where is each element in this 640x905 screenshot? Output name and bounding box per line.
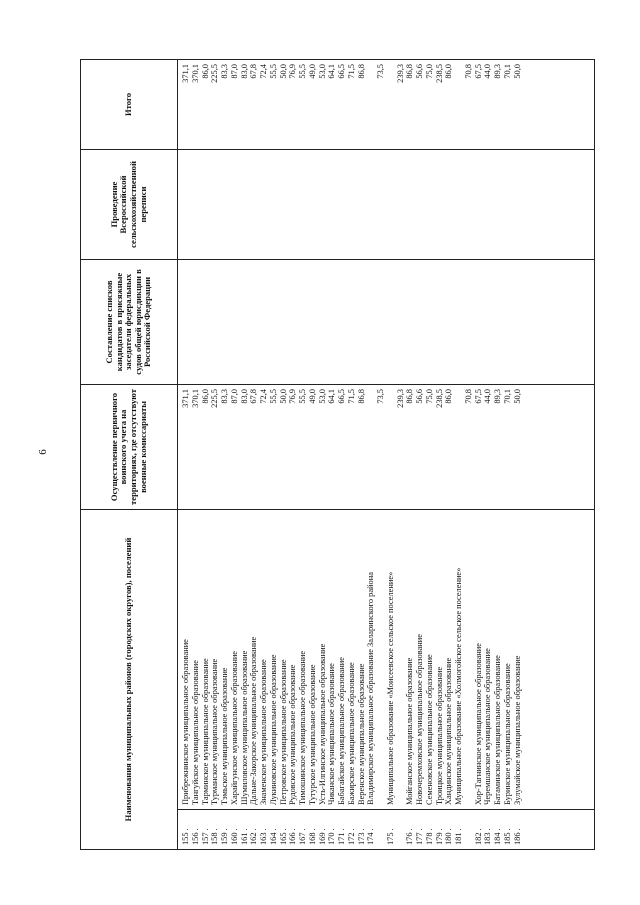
- row-value-military: 87,0: [229, 389, 239, 404]
- row-spacer: [454, 389, 464, 505]
- row-name: Бабагайское муниципальное образование: [337, 657, 346, 805]
- row-value-total: 225,5: [210, 64, 220, 83]
- data-table: [80, 59, 595, 850]
- row-value-total: 67,8: [249, 64, 259, 79]
- row-value-total: 238,5: [434, 64, 444, 83]
- row-spacer: [396, 514, 406, 805]
- row-value-total: 56,6: [415, 64, 424, 79]
- row-number: 162 .: [249, 828, 259, 845]
- row-value-military: 370,1: [190, 389, 200, 408]
- row-name: Владимирское муниципальное образование Заларинского района: [366, 572, 376, 805]
- row-value-military: 56,6: [415, 389, 424, 404]
- row-number: 157 .: [200, 828, 210, 845]
- row-number: 184 .: [493, 828, 502, 845]
- row-name: Зулумайское муниципальное образование: [512, 655, 522, 805]
- row-name: Хор-Тагнинское муниципальное образование: [473, 643, 483, 805]
- row-spacer: [464, 814, 474, 845]
- row-number: 181 .: [454, 828, 463, 845]
- row-number: 166 .: [288, 828, 298, 845]
- row-value-military: 86,0: [200, 389, 210, 404]
- row-value-military: 70,8: [463, 389, 473, 404]
- row-value-military: 225,5: [210, 389, 220, 408]
- row-number: 171 .: [337, 828, 346, 845]
- row-number: 177 .: [415, 828, 424, 845]
- row-number: 158 .: [210, 828, 220, 845]
- row-spacer: [454, 64, 464, 145]
- rotated-table-wrapper: [80, 60, 595, 850]
- row-value-military: 76,9: [288, 389, 298, 404]
- row-name: Тэмьское муниципальное образование: [220, 667, 229, 805]
- row-name: Веренское муниципальное образование: [356, 663, 366, 805]
- row-name: Новочеремховское муниципальное образование: [415, 634, 424, 805]
- row-number: 186 .: [512, 828, 522, 845]
- row-name: Харайгунское муниципальное образование: [229, 650, 239, 805]
- row-name: Семеновское муниципальное образование: [424, 654, 434, 805]
- row-name: Бажирское муниципальное образование: [346, 662, 356, 805]
- row-value-total: 89,3: [493, 64, 502, 79]
- row-spacer: [376, 814, 386, 845]
- row-value-total: 239,3: [395, 64, 405, 83]
- row-number: 160 .: [229, 828, 239, 845]
- row-value-military: 83,0: [239, 389, 249, 404]
- row-name: Тимошинское муниципальное образование: [298, 650, 307, 805]
- row-value-military: 89,3: [493, 389, 502, 404]
- row-number: 172 .: [346, 828, 356, 845]
- row-value-military: 72,4: [259, 389, 268, 404]
- row-value-military: 70,1: [502, 389, 512, 404]
- row-value-total: 86,0: [200, 64, 210, 79]
- row-value-total: 67,5: [473, 64, 483, 79]
- row-value-total: 64,1: [327, 64, 337, 79]
- row-number: 178 .: [424, 828, 434, 845]
- row-spacer: [376, 514, 386, 805]
- page-number: 6: [36, 449, 49, 455]
- row-value-total: 50,0: [278, 64, 288, 79]
- row-name: Черемшанское муниципальное образование: [483, 648, 493, 805]
- row-name: Чиканское муниципальное образование: [327, 663, 337, 805]
- header-military-registration: Осуществление первичного воинского учета на территориях, где отсутствуют военные комиссариаты: [81, 385, 178, 510]
- table-body-row: [178, 60, 595, 850]
- row-name: Шумиловское муниципальное образование: [239, 650, 249, 805]
- row-name: Знаменское муниципальное образование: [259, 659, 268, 805]
- row-value-total: 87,0: [229, 64, 239, 79]
- row-name: Хандинское муниципальное образование: [444, 657, 454, 805]
- row-value-total: 86,0: [444, 64, 454, 79]
- row-name: Лукиновское муниципальное образование: [268, 654, 278, 805]
- header-total: Итого: [81, 60, 178, 150]
- row-name: Тутурское муниципальное образование: [307, 664, 317, 805]
- row-value-total: 83,0: [239, 64, 249, 79]
- row-name: Турманское муниципальное образование: [210, 658, 220, 805]
- row-value-military: 53,0: [317, 389, 327, 404]
- row-value-total: 55,5: [268, 64, 278, 79]
- row-number: 175 .: [385, 828, 395, 845]
- row-value-military: 64,1: [327, 389, 337, 404]
- total-values-column: [178, 60, 595, 150]
- row-value-total: 70,1: [502, 64, 512, 79]
- row-names-column: [178, 510, 595, 810]
- row-name: Буринское муниципальное образование: [502, 663, 512, 805]
- row-number: 174 .: [366, 828, 376, 845]
- table-header-row: [81, 60, 178, 850]
- row-spacer: [366, 64, 376, 145]
- row-spacer: [396, 814, 406, 845]
- row-value-military: 55,5: [298, 389, 307, 404]
- row-value-military: 86,8: [405, 389, 415, 404]
- row-number: 179 .: [434, 828, 444, 845]
- row-value-total: 72,4: [259, 64, 268, 79]
- row-spacer: [366, 389, 376, 505]
- row-name: Муниципальное образование «Холмогойское сельское поселение»: [454, 567, 463, 805]
- row-number: 185 .: [502, 828, 512, 845]
- row-value-total: 86,8: [356, 64, 366, 79]
- row-value-total: 75,0: [424, 64, 434, 79]
- row-name: Батаминское муниципальное образование: [493, 655, 502, 805]
- row-value-total: 371,1: [181, 64, 190, 83]
- row-value-military: 44,0: [483, 389, 493, 404]
- row-numbers-column: [178, 810, 595, 850]
- row-number: 183 .: [483, 828, 493, 845]
- row-value-military: 50,0: [278, 389, 288, 404]
- row-number: 167 .: [298, 828, 307, 845]
- row-value-military: 49,0: [307, 389, 317, 404]
- row-spacer: [386, 389, 396, 505]
- row-value-total: 73,5: [376, 64, 385, 79]
- row-name: Петровское муниципальное образование: [278, 659, 288, 805]
- row-value-military: 66,5: [337, 389, 346, 404]
- military-values-column: [178, 385, 595, 510]
- row-name: Прибрежнинское муниципальное образование: [181, 639, 190, 805]
- row-number: 180 .: [444, 828, 454, 845]
- row-value-total: 76,9: [288, 64, 298, 79]
- row-value-military: 50,0: [512, 389, 522, 404]
- row-spacer: [386, 64, 396, 145]
- row-value-total: 49,0: [307, 64, 317, 79]
- row-value-military: 86,0: [444, 389, 454, 404]
- row-name: Мойганское муниципальное образование: [405, 657, 415, 805]
- row-number: 165 .: [278, 828, 288, 845]
- row-value-military: 238,5: [434, 389, 444, 408]
- row-number: 176 .: [405, 828, 415, 845]
- row-name: Муниципальное образование «Моисеевское сельское поселение»: [385, 571, 395, 805]
- row-number: 168 .: [307, 828, 317, 845]
- header-name: Наименования муниципальных районов (городских округов), поселений: [81, 510, 178, 850]
- row-value-military: 86,8: [356, 389, 366, 404]
- row-value-total: 70,8: [463, 64, 473, 79]
- row-name: Усть-Илгинское муниципальное образование: [317, 643, 327, 805]
- row-number: 161 .: [239, 828, 249, 845]
- census-values-column: [178, 150, 595, 260]
- row-value-total: 50,0: [512, 64, 522, 79]
- row-value-military: 55,5: [268, 389, 278, 404]
- header-jurors-lists: Составление списков кандидатов в присяжные заседатели федеральных судов общей юрисдикции в Российской Федерации: [81, 260, 178, 385]
- row-name: Тангуйское муниципальное образование: [190, 660, 200, 805]
- row-value-military: 75,0: [424, 389, 434, 404]
- jurors-values-column: [178, 260, 595, 385]
- row-number: 156 .: [190, 828, 200, 845]
- row-value-military: 67,5: [473, 389, 483, 404]
- row-value-military: 371,1: [181, 389, 190, 408]
- row-number: 155 .: [181, 828, 190, 845]
- row-value-total: 83,3: [220, 64, 229, 79]
- row-name: Тарминское муниципальное образование: [200, 658, 210, 805]
- row-value-total: 55,5: [298, 64, 307, 79]
- row-number: 169 .: [317, 828, 327, 845]
- row-value-total: 44,0: [483, 64, 493, 79]
- row-value-total: 66,5: [337, 64, 346, 79]
- row-value-total: 71,5: [346, 64, 356, 79]
- row-number: 164 .: [268, 828, 278, 845]
- row-value-total: 53,0: [317, 64, 327, 79]
- header-agricultural-census: Проведение Всероссийской сельскохозяйственной переписи: [81, 150, 178, 260]
- row-value-military: 73,5: [376, 389, 385, 404]
- row-number: 163 .: [259, 828, 268, 845]
- row-value-total: 86,8: [405, 64, 415, 79]
- row-spacer: [464, 514, 474, 805]
- row-value-military: 83,3: [220, 389, 229, 404]
- row-value-total: 370,1: [190, 64, 200, 83]
- row-name: Дальне-Закорское муниципальное образование: [249, 636, 259, 805]
- row-name: Рудовское муниципальное образование: [288, 664, 298, 805]
- row-value-military: 71,5: [346, 389, 356, 404]
- row-number: 159 .: [220, 828, 229, 845]
- row-number: 170 .: [327, 828, 337, 845]
- row-name: Троицкое муниципальное образование: [434, 666, 444, 805]
- row-value-military: 239,3: [395, 389, 405, 408]
- row-number: 182 .: [473, 828, 483, 845]
- row-value-military: 67,8: [249, 389, 259, 404]
- row-number: 173 .: [356, 828, 366, 845]
